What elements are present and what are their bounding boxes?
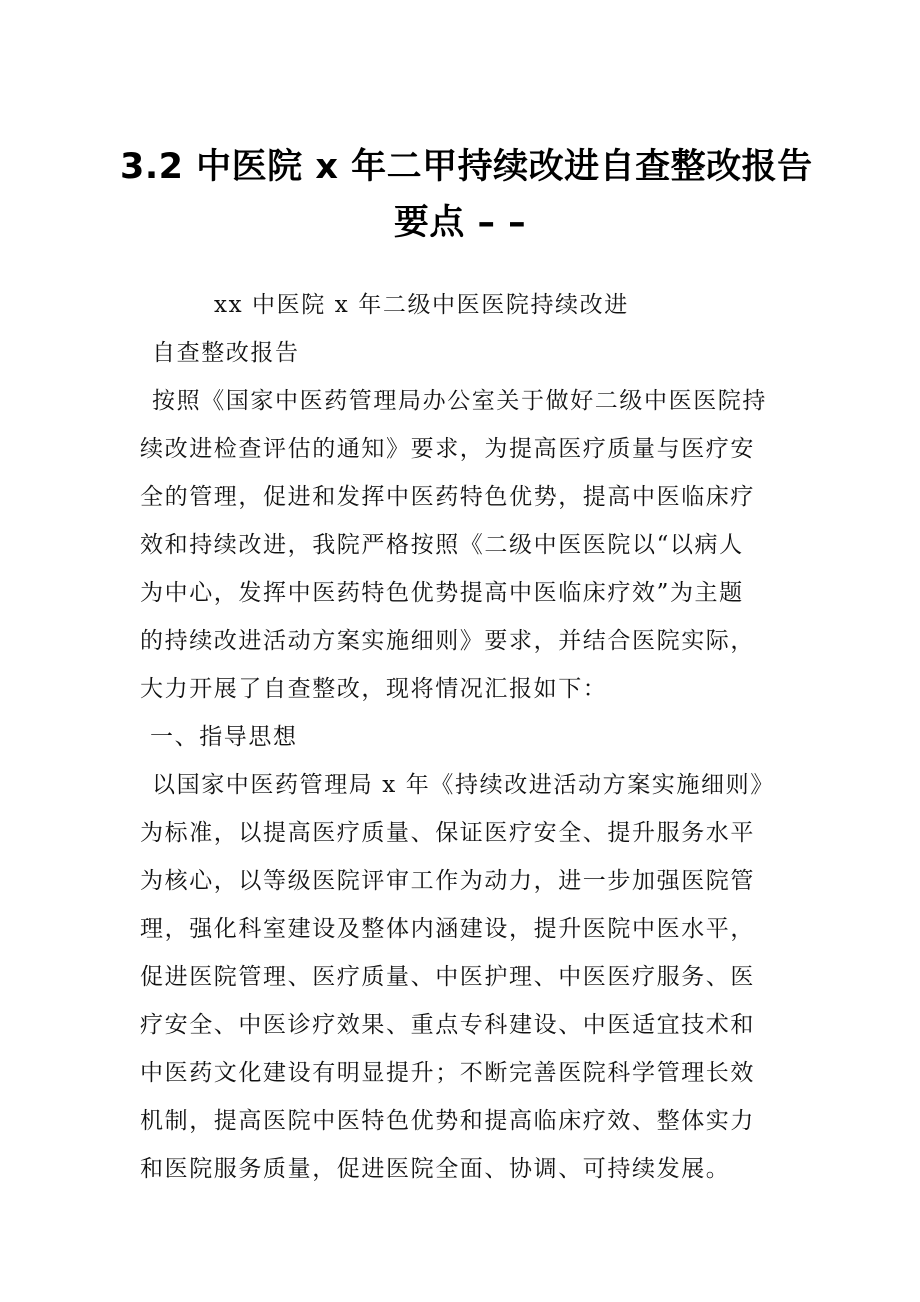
paragraph-line: 按照《国家中医药管理局办公室关于做好二级中医医院持 <box>152 388 767 414</box>
paragraph-line: 理，强化科室建设及整体内涵建设，提升医院中医水平， <box>140 916 755 942</box>
paragraph-line: 全的管理，促进和发挥中医药特色优势，提高中医临床疗 <box>140 484 755 510</box>
paragraph-line: 机制，提高医院中医特色优势和提高临床疗效、整体实力 <box>140 1108 755 1134</box>
paragraph-line: 效和持续改进，我院严格按照《二级中医医院以“以病人 <box>140 532 744 558</box>
paragraph-line: 为中心，发挥中医药特色优势提高中医临床疗效”为主题 <box>140 580 744 606</box>
paragraph-line: 为核心，以等级医院评审工作为动力，进一步加强医院管 <box>140 868 755 894</box>
paragraph-line: 续改进检查评估的通知》要求，为提高医疗质量与医疗安 <box>140 436 755 462</box>
document-title-line-1: 3.2 中医院 x 年二甲持续改进自查整改报告 <box>120 147 813 187</box>
paragraph-line: 中医药文化建设有明显提升；不断完善医院科学管理长效 <box>140 1060 755 1086</box>
paragraph-line: 大力开展了自查整改，现将情况汇报如下： <box>140 676 608 702</box>
subtitle-line-2: 自查整改报告 <box>152 340 300 366</box>
subtitle-line-1: xx 中医院 x 年二级中医医院持续改进 <box>214 292 629 318</box>
paragraph-line: 促进医院管理、医疗质量、中医护理、中医医疗服务、医 <box>140 964 755 990</box>
paragraph-line: 疗安全、中医诊疗效果、重点专科建设、中医适宜技术和 <box>140 1012 755 1038</box>
paragraph-line: 为标准，以提高医疗质量、保证医疗安全、提升服务水平 <box>140 820 755 846</box>
document-title-line-2: 要点 – – <box>393 203 527 243</box>
paragraph-line: 以国家中医药管理局 x 年《持续改进活动方案实施细则》 <box>152 772 775 798</box>
section-heading: 一、指导思想 <box>150 724 298 750</box>
paragraph-line: 和医院服务质量，促进医院全面、协调、可持续发展。 <box>140 1156 731 1182</box>
paragraph-line: 的持续改进活动方案实施细则》要求，并结合医院实际， <box>140 628 755 654</box>
